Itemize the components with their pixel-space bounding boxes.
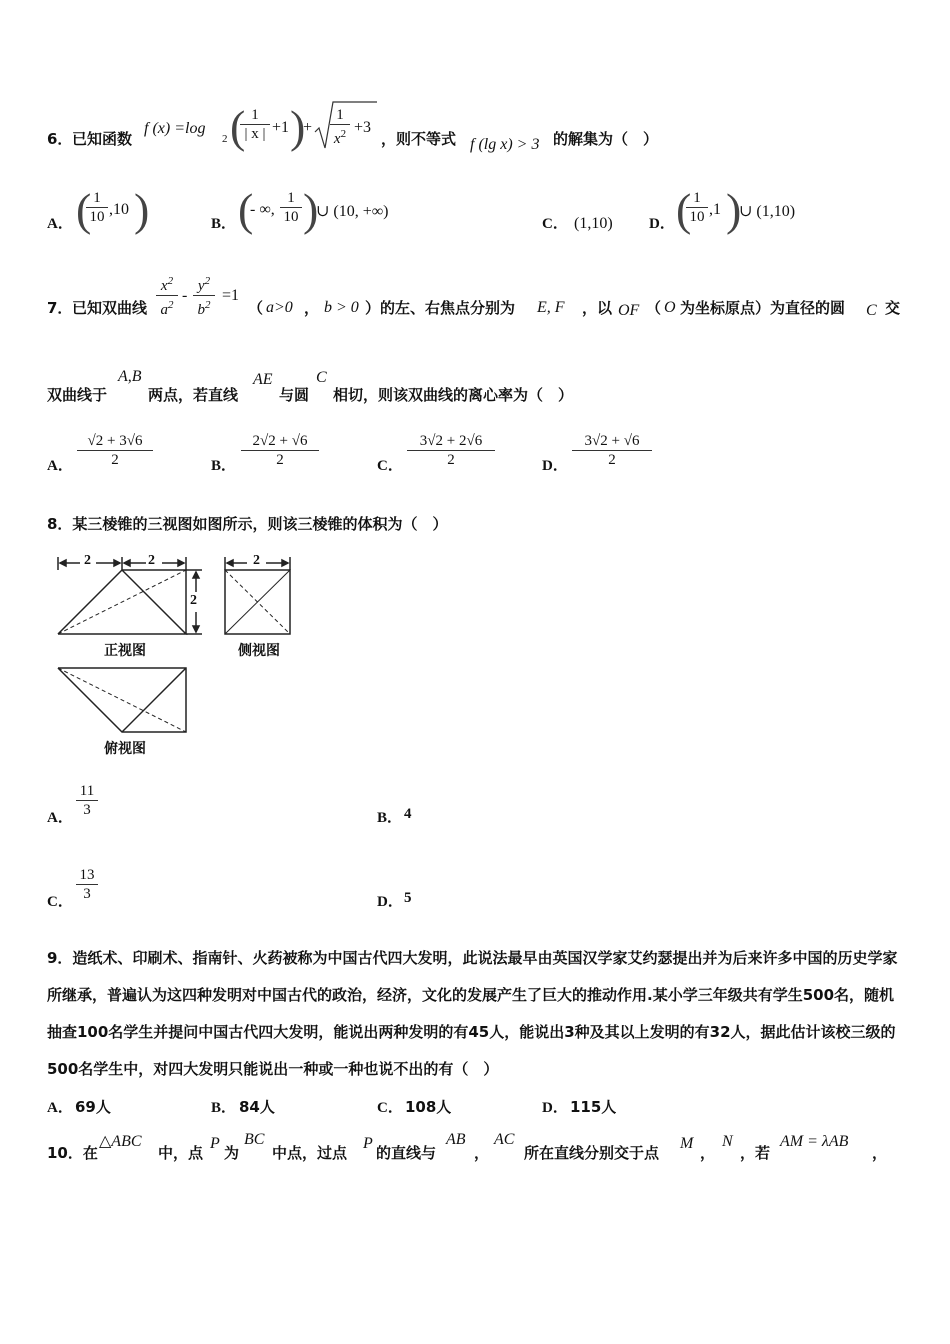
side-view-label: 侧视图: [238, 643, 280, 659]
q9-option-a-value: 69人: [75, 1098, 111, 1116]
q7-minus: -: [182, 287, 188, 304]
front-dim-left: 2: [84, 553, 91, 568]
q8-option-d-value: 5: [404, 890, 412, 906]
q10-p7: ，: [700, 1144, 716, 1162]
q6-option-b-pre: - ∞,: [250, 201, 275, 218]
q6-plus1: +1: [272, 119, 290, 136]
q10-p2: 为: [224, 1144, 240, 1162]
q7-o: O: [664, 299, 676, 316]
q6-option-a-label: A．: [47, 216, 73, 232]
q8-option-c-label: C．: [47, 894, 73, 910]
q7-ae: AE: [253, 371, 273, 388]
q7-option-b-label: B．: [211, 458, 237, 474]
q7-option-a-frac: $\frac{√2 + 3√6}{2}$: [77, 432, 153, 469]
q6-option-d-union: ∪ (1,10): [739, 203, 796, 220]
q6-paren-open: (: [230, 101, 246, 152]
q7-cond-comma: ，: [304, 299, 320, 317]
q10-num: 10．在: [47, 1144, 98, 1162]
q6-func-lhs: f (x) =log: [144, 120, 206, 137]
q7-frac-y: $\frac{y^2}{b^2}$: [193, 272, 215, 319]
q9-option-d-value: 115人: [570, 1098, 617, 1116]
q7-cond-a: a>0: [266, 299, 293, 316]
q7-paren-o-open: （: [646, 299, 662, 317]
q7-line2-a: 双曲线于: [47, 386, 108, 404]
q7-o-desc: 为坐标原点）为直径的圆: [680, 299, 846, 317]
q7-c2: C: [316, 369, 327, 386]
q6-option-b-label: B．: [211, 216, 237, 232]
q6-paren-close: ): [290, 101, 306, 152]
q7-option-b-frac: $\frac{2√2 + √6}{2}$: [241, 432, 319, 469]
q7-comma-yi: ，以: [582, 299, 613, 317]
q10-ac: AC: [494, 1131, 515, 1148]
front-view-label: 正视图: [104, 643, 146, 659]
q6-option-d-frac: $\frac{1}{10}$: [686, 189, 708, 226]
q10-p-second: P: [363, 1135, 373, 1152]
q6-option-c-text: (1,10): [574, 215, 613, 232]
q6-option-a-frac: $\frac{1}{10}$: [86, 189, 108, 226]
front-dim-height: 2: [190, 593, 197, 608]
q7-option-d-frac: $\frac{3√2 + √6}{2}$: [572, 432, 652, 469]
q8-option-a-frac: $\frac{11}{3}$: [76, 782, 98, 819]
q7-line2-d: 相切，则该双曲线的离心率为（ ）: [333, 386, 574, 404]
q9-option-d-label: D．: [542, 1100, 568, 1116]
q6-lead: 已知函数: [72, 130, 133, 148]
q6-option-d-rest: ,1: [709, 201, 721, 218]
q6-option-c-label: C．: [542, 216, 568, 232]
q6-d-paren-close: ): [726, 184, 742, 235]
q10-p5: ，: [474, 1144, 490, 1162]
q9-option-a-label: A．: [47, 1100, 73, 1116]
q6-inequality: f (lg x) > 3: [470, 136, 540, 153]
q8-option-a-label: A．: [47, 810, 73, 826]
q6-option-b-rest: ∪ (10, +∞): [316, 203, 389, 220]
q10-m: M: [680, 1135, 694, 1152]
q6-a-paren-open: (: [76, 184, 92, 235]
q10-bc: BC: [244, 1131, 265, 1148]
q7-option-c-label: C．: [377, 458, 403, 474]
q6-option-a-rest: ,10: [109, 201, 129, 218]
q7-cond-open: （: [248, 299, 264, 317]
q7-frac-x: $\frac{x^2}{a^2}$: [156, 272, 178, 319]
q6-frac1: $\frac{1}{| x |}$: [240, 106, 270, 143]
q7-ab: A,B: [118, 368, 142, 385]
q10-p9: ，: [872, 1144, 888, 1162]
q10-p4: 的直线与: [376, 1144, 437, 1162]
q7-lead: 已知双曲线: [72, 299, 148, 317]
q6-tail: 的解集为（ ）: [553, 130, 659, 148]
side-dim-width: 2: [253, 553, 260, 568]
q6-d-paren-open: (: [676, 184, 692, 235]
q7-option-d-label: D．: [542, 458, 568, 474]
q7-number: 7．: [47, 299, 73, 317]
q9-option-c-label: C．: [377, 1100, 403, 1116]
q6-func-sub: 2: [222, 133, 228, 145]
q7-of: OF: [618, 302, 640, 319]
q9-stem: 9．造纸术、印刷术、指南针、火药被称为中国古代四大发明，此说法最早由英国汉学家艾约瑟提出并为后来许多中国的历史学家所继承，普遍认为这四种发明对中国古代的政治，经济，文化的发展产生了巨大的推动作用.某小学三年级共有学生500名，随机抽查100名学生并提问中国古代四大发明，能说出两种发明的有45人，能说出3种及其以上发明的有32人，据此估计该校三级的500名学生中，对四大发明只能说出一种或一种也说不出的有（ ）: [47, 949, 898, 1078]
q10-p3: 中点，过点: [272, 1144, 348, 1162]
q6-plus-between: +: [303, 119, 313, 136]
q8-option-c-frac: $\frac{13}{3}$: [76, 866, 98, 903]
q9-option-b-label: B．: [211, 1100, 237, 1116]
q6-frac2: $\frac{1}{x^2}$: [330, 106, 350, 148]
q8-option-b-label: B．: [377, 810, 403, 826]
q7-ef: E, F: [537, 299, 565, 316]
q7-option-a-label: A．: [47, 458, 73, 474]
q6-a-paren-close: ): [134, 184, 150, 235]
q8-option-b-value: 4: [404, 806, 412, 822]
top-view-label: 俯视图: [104, 741, 146, 757]
q10-equation: AM = λAB: [780, 1133, 849, 1150]
q9-option-c-value: 108人: [405, 1098, 452, 1116]
q10-p: P: [210, 1135, 220, 1152]
q8-option-d-label: D．: [377, 894, 403, 910]
front-dim-right: 2: [148, 553, 155, 568]
q6-option-d-label: D．: [649, 216, 675, 232]
q7-c: C: [866, 302, 877, 319]
q7-option-c-frac: $\frac{3√2 + 2√6}{2}$: [407, 432, 495, 469]
q6-number: 6．: [47, 130, 73, 148]
front-view-diagram: [58, 557, 202, 634]
q10-n: N: [722, 1133, 733, 1150]
q7-jiao: 交: [885, 299, 901, 317]
q7-cond-b: b > 0: [324, 299, 359, 316]
top-view-diagram: [58, 668, 186, 732]
q10-p6: 所在直线分别交于点: [524, 1144, 660, 1162]
q7-cond-close: ）的左、右焦点分别为: [365, 299, 516, 317]
q10-ab: AB: [446, 1131, 466, 1148]
q10-triangle: △ABC: [99, 1133, 142, 1150]
q7-eq1: =1: [222, 287, 240, 304]
q7-line2-c: 与圆: [279, 386, 310, 404]
q6-b-paren-open: (: [238, 184, 254, 235]
q7-line2-b: 两点，若直线: [148, 386, 239, 404]
q9-option-b-value: 84人: [239, 1098, 275, 1116]
q6-b-paren-close: ): [303, 184, 319, 235]
q8-stem: 8．某三棱锥的三视图如图所示，则该三棱锥的体积为（ ）: [47, 515, 448, 533]
q6-mid: ，则不等式: [381, 130, 457, 148]
q6-option-b-frac: $\frac{1}{10}$: [280, 189, 302, 226]
q10-p8: ，若: [740, 1144, 771, 1162]
q6-plus3: +3: [354, 119, 372, 136]
q10-p1: 中，点: [158, 1144, 204, 1162]
